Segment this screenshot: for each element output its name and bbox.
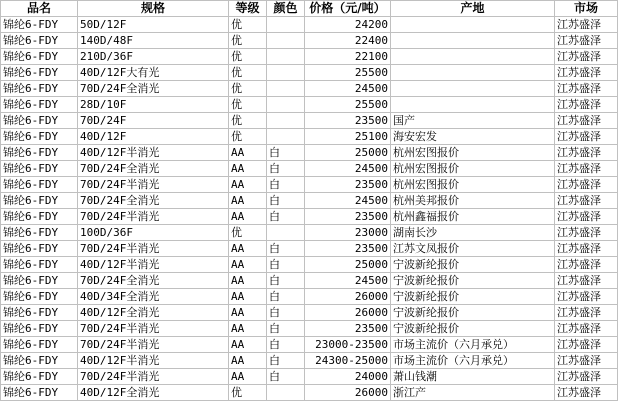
header-color: 颜色 xyxy=(267,1,305,17)
origin-cell: 杭州宏图报价 xyxy=(391,145,555,161)
color-cell: 白 xyxy=(267,321,305,337)
grade-cell: AA xyxy=(229,369,267,385)
color-cell: 白 xyxy=(267,177,305,193)
market-cell: 江苏盛泽 xyxy=(555,17,618,33)
spec-cell: 210D/36F xyxy=(78,49,229,65)
header-spec: 规格 xyxy=(78,1,229,17)
spec-cell: 50D/12F xyxy=(78,17,229,33)
grade-cell: AA xyxy=(229,353,267,369)
market-cell: 江苏盛泽 xyxy=(555,241,618,257)
product-name-cell: 锦纶6-FDY xyxy=(1,369,78,385)
spec-cell: 140D/48F xyxy=(78,33,229,49)
table-row xyxy=(1,113,618,129)
spec-cell: 70D/24F半消光 xyxy=(78,241,229,257)
table-row xyxy=(1,17,618,33)
table-row xyxy=(1,193,618,209)
product-name-cell: 锦纶6-FDY xyxy=(1,81,78,97)
color-cell: 白 xyxy=(267,145,305,161)
market-cell: 江苏盛泽 xyxy=(555,65,618,81)
table-row xyxy=(1,289,618,305)
market-cell: 江苏盛泽 xyxy=(555,385,618,401)
price-cell: 23500 xyxy=(305,209,391,225)
grade-cell: 优 xyxy=(229,81,267,97)
market-cell: 江苏盛泽 xyxy=(555,161,618,177)
origin-cell: 海安宏发 xyxy=(391,129,555,145)
market-cell: 江苏盛泽 xyxy=(555,257,618,273)
grade-cell: AA xyxy=(229,209,267,225)
market-cell: 江苏盛泽 xyxy=(555,193,618,209)
product-name-cell: 锦纶6-FDY xyxy=(1,161,78,177)
origin-cell: 宁波新纶报价 xyxy=(391,321,555,337)
header-grade: 等级 xyxy=(229,1,267,17)
grade-cell: AA xyxy=(229,305,267,321)
price-cell: 24000 xyxy=(305,369,391,385)
origin-cell: 湖南长沙 xyxy=(391,225,555,241)
spec-cell: 40D/12F半消光 xyxy=(78,145,229,161)
product-name-cell: 锦纶6-FDY xyxy=(1,337,78,353)
product-name-cell: 锦纶6-FDY xyxy=(1,49,78,65)
origin-cell: 浙江产 xyxy=(391,385,555,401)
grade-cell: 优 xyxy=(229,113,267,129)
product-name-cell: 锦纶6-FDY xyxy=(1,321,78,337)
table-row xyxy=(1,273,618,289)
table-row xyxy=(1,33,618,49)
product-name-cell: 锦纶6-FDY xyxy=(1,273,78,289)
color-cell: 白 xyxy=(267,209,305,225)
origin-cell: 杭州宏图报价 xyxy=(391,177,555,193)
color-cell: 白 xyxy=(267,369,305,385)
spec-cell: 40D/12F全消光 xyxy=(78,305,229,321)
grade-cell: AA xyxy=(229,273,267,289)
price-cell: 24500 xyxy=(305,273,391,289)
color-cell xyxy=(267,129,305,145)
table-row xyxy=(1,81,618,97)
product-name-cell: 锦纶6-FDY xyxy=(1,177,78,193)
grade-cell: AA xyxy=(229,257,267,273)
grade-cell: 优 xyxy=(229,97,267,113)
price-cell: 26000 xyxy=(305,289,391,305)
table-row xyxy=(1,241,618,257)
color-cell: 白 xyxy=(267,273,305,289)
market-cell: 江苏盛泽 xyxy=(555,305,618,321)
origin-cell: 杭州宏图报价 xyxy=(391,161,555,177)
origin-cell: 杭州鑫福报价 xyxy=(391,209,555,225)
color-cell xyxy=(267,97,305,113)
origin-cell: 宁波新纶报价 xyxy=(391,257,555,273)
table-row xyxy=(1,385,618,401)
origin-cell: 市场主流价（六月承兑） xyxy=(391,353,555,369)
product-name-cell: 锦纶6-FDY xyxy=(1,257,78,273)
origin-cell xyxy=(391,17,555,33)
header-row xyxy=(1,1,618,17)
color-cell xyxy=(267,113,305,129)
spec-cell: 70D/24F半消光 xyxy=(78,337,229,353)
price-cell: 25000 xyxy=(305,257,391,273)
product-name-cell: 锦纶6-FDY xyxy=(1,225,78,241)
table-row xyxy=(1,49,618,65)
product-name-cell: 锦纶6-FDY xyxy=(1,113,78,129)
table-row xyxy=(1,257,618,273)
market-cell: 江苏盛泽 xyxy=(555,129,618,145)
product-name-cell: 锦纶6-FDY xyxy=(1,209,78,225)
grade-cell: 优 xyxy=(229,33,267,49)
product-name-cell: 锦纶6-FDY xyxy=(1,193,78,209)
market-cell: 江苏盛泽 xyxy=(555,113,618,129)
product-name-cell: 锦纶6-FDY xyxy=(1,65,78,81)
table-row xyxy=(1,209,618,225)
market-cell: 江苏盛泽 xyxy=(555,225,618,241)
price-cell: 23000-23500 xyxy=(305,337,391,353)
spec-cell: 70D/24F半消光 xyxy=(78,369,229,385)
header-product-name: 品名 xyxy=(1,1,78,17)
spec-cell: 70D/24F xyxy=(78,113,229,129)
table-row xyxy=(1,129,618,145)
product-name-cell: 锦纶6-FDY xyxy=(1,289,78,305)
price-cell: 23000 xyxy=(305,225,391,241)
color-cell xyxy=(267,385,305,401)
product-name-cell: 锦纶6-FDY xyxy=(1,305,78,321)
color-cell: 白 xyxy=(267,193,305,209)
product-name-cell: 锦纶6-FDY xyxy=(1,145,78,161)
table-row xyxy=(1,161,618,177)
table-row xyxy=(1,177,618,193)
table-row xyxy=(1,305,618,321)
market-cell: 江苏盛泽 xyxy=(555,337,618,353)
color-cell: 白 xyxy=(267,257,305,273)
color-cell: 白 xyxy=(267,305,305,321)
grade-cell: 优 xyxy=(229,49,267,65)
product-name-cell: 锦纶6-FDY xyxy=(1,129,78,145)
grade-cell: 优 xyxy=(229,129,267,145)
market-cell: 江苏盛泽 xyxy=(555,273,618,289)
grade-cell: AA xyxy=(229,161,267,177)
price-cell: 25500 xyxy=(305,97,391,113)
grade-cell: AA xyxy=(229,241,267,257)
origin-cell xyxy=(391,49,555,65)
table-row xyxy=(1,225,618,241)
header-price: 价格（元/吨） xyxy=(305,1,391,17)
spec-cell: 70D/24F全消光 xyxy=(78,161,229,177)
market-cell: 江苏盛泽 xyxy=(555,97,618,113)
spec-cell: 70D/24F全消光 xyxy=(78,81,229,97)
origin-cell: 国产 xyxy=(391,113,555,129)
price-cell: 24500 xyxy=(305,161,391,177)
table-row xyxy=(1,145,618,161)
grade-cell: 优 xyxy=(229,385,267,401)
table-row xyxy=(1,369,618,385)
color-cell: 白 xyxy=(267,337,305,353)
origin-cell: 宁波新纶报价 xyxy=(391,305,555,321)
color-cell: 白 xyxy=(267,289,305,305)
grade-cell: 优 xyxy=(229,17,267,33)
spec-cell: 28D/10F xyxy=(78,97,229,113)
spec-cell: 70D/24F全消光 xyxy=(78,193,229,209)
color-cell: 白 xyxy=(267,241,305,257)
header-origin: 产地 xyxy=(391,1,555,17)
table-row xyxy=(1,353,618,369)
market-cell: 江苏盛泽 xyxy=(555,369,618,385)
price-cell: 24300-25000 xyxy=(305,353,391,369)
origin-cell: 江苏文凤报价 xyxy=(391,241,555,257)
price-cell: 26000 xyxy=(305,305,391,321)
origin-cell xyxy=(391,65,555,81)
price-cell: 24200 xyxy=(305,17,391,33)
market-cell: 江苏盛泽 xyxy=(555,353,618,369)
color-cell: 白 xyxy=(267,353,305,369)
grade-cell: AA xyxy=(229,145,267,161)
spec-cell: 40D/12F xyxy=(78,129,229,145)
price-cell: 22400 xyxy=(305,33,391,49)
market-cell: 江苏盛泽 xyxy=(555,33,618,49)
header-market: 市场 xyxy=(555,1,618,17)
grade-cell: 优 xyxy=(229,225,267,241)
origin-cell xyxy=(391,33,555,49)
spec-cell: 40D/12F半消光 xyxy=(78,353,229,369)
origin-cell xyxy=(391,97,555,113)
grade-cell: AA xyxy=(229,177,267,193)
product-name-cell: 锦纶6-FDY xyxy=(1,353,78,369)
color-cell xyxy=(267,17,305,33)
grade-cell: AA xyxy=(229,337,267,353)
product-name-cell: 锦纶6-FDY xyxy=(1,241,78,257)
grade-cell: 优 xyxy=(229,65,267,81)
price-cell: 23500 xyxy=(305,113,391,129)
origin-cell: 市场主流价（六月承兑） xyxy=(391,337,555,353)
spec-cell: 40D/12F大有光 xyxy=(78,65,229,81)
price-cell: 23500 xyxy=(305,321,391,337)
grade-cell: AA xyxy=(229,289,267,305)
grade-cell: AA xyxy=(229,193,267,209)
spec-cell: 40D/12F半消光 xyxy=(78,257,229,273)
color-cell xyxy=(267,225,305,241)
spec-cell: 70D/24F半消光 xyxy=(78,321,229,337)
price-cell: 25500 xyxy=(305,65,391,81)
product-name-cell: 锦纶6-FDY xyxy=(1,385,78,401)
color-cell: 白 xyxy=(267,161,305,177)
price-cell: 26000 xyxy=(305,385,391,401)
price-cell: 25100 xyxy=(305,129,391,145)
origin-cell: 宁波新纶报价 xyxy=(391,289,555,305)
table-row xyxy=(1,97,618,113)
color-cell xyxy=(267,65,305,81)
price-cell: 25000 xyxy=(305,145,391,161)
price-cell: 23500 xyxy=(305,241,391,257)
price-cell: 24500 xyxy=(305,81,391,97)
market-cell: 江苏盛泽 xyxy=(555,209,618,225)
color-cell xyxy=(267,81,305,97)
market-cell: 江苏盛泽 xyxy=(555,289,618,305)
price-cell: 23500 xyxy=(305,177,391,193)
market-cell: 江苏盛泽 xyxy=(555,81,618,97)
product-name-cell: 锦纶6-FDY xyxy=(1,33,78,49)
color-cell xyxy=(267,33,305,49)
price-cell: 24500 xyxy=(305,193,391,209)
spec-cell: 100D/36F xyxy=(78,225,229,241)
market-cell: 江苏盛泽 xyxy=(555,321,618,337)
spec-cell: 70D/24F半消光 xyxy=(78,209,229,225)
market-cell: 江苏盛泽 xyxy=(555,177,618,193)
market-cell: 江苏盛泽 xyxy=(555,49,618,65)
origin-cell: 宁波新纶报价 xyxy=(391,273,555,289)
origin-cell: 萧山钱潮 xyxy=(391,369,555,385)
price-cell: 22100 xyxy=(305,49,391,65)
spec-cell: 40D/12F全消光 xyxy=(78,385,229,401)
grade-cell: AA xyxy=(229,321,267,337)
table-row xyxy=(1,337,618,353)
table-body xyxy=(1,17,618,401)
spec-cell: 70D/24F全消光 xyxy=(78,273,229,289)
market-cell: 江苏盛泽 xyxy=(555,145,618,161)
product-name-cell: 锦纶6-FDY xyxy=(1,97,78,113)
product-name-cell: 锦纶6-FDY xyxy=(1,17,78,33)
table-row xyxy=(1,321,618,337)
origin-cell: 杭州美邦报价 xyxy=(391,193,555,209)
spec-cell: 40D/34F全消光 xyxy=(78,289,229,305)
origin-cell xyxy=(391,81,555,97)
spec-cell: 70D/24F半消光 xyxy=(78,177,229,193)
color-cell xyxy=(267,49,305,65)
table-row xyxy=(1,65,618,81)
